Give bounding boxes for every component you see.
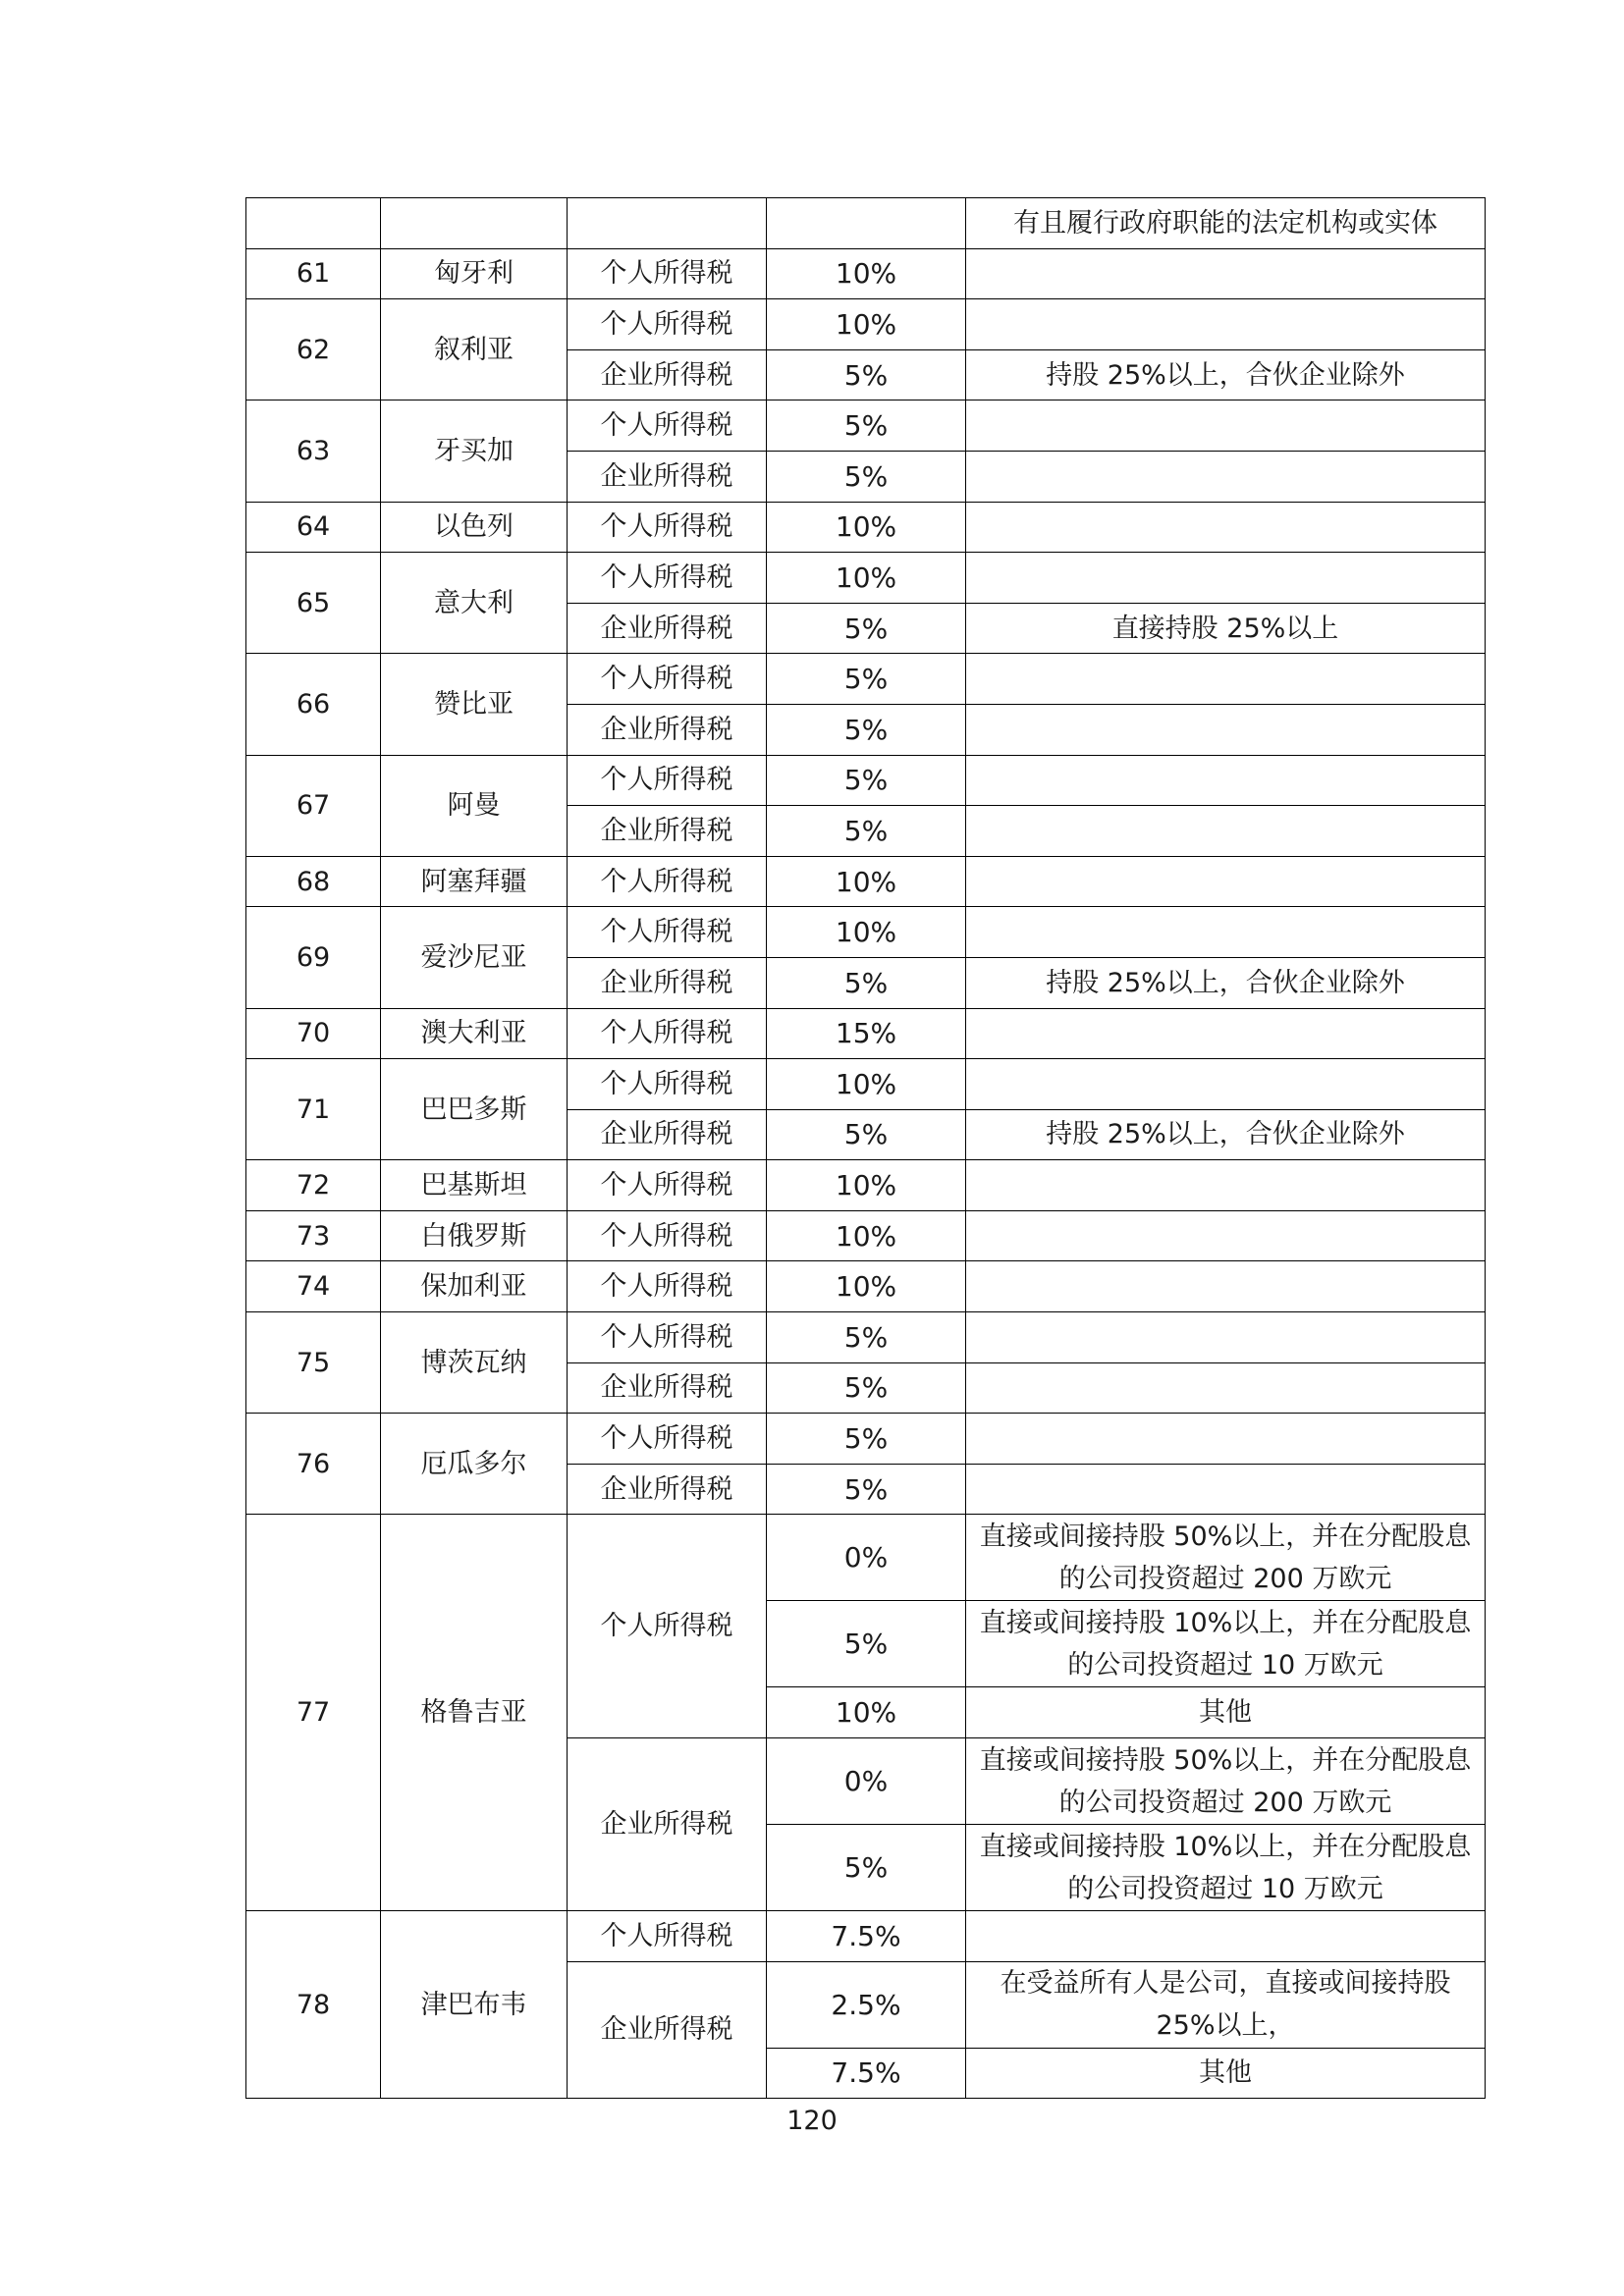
table-cell (966, 1911, 1486, 1962)
table-cell: 个人所得税 (568, 856, 767, 907)
table-cell: 5% (767, 1109, 966, 1160)
table-cell: 68 (246, 856, 381, 907)
table-cell: 5% (767, 704, 966, 755)
table-cell: 直接持股 25%以上 (966, 603, 1486, 654)
table-cell: 个人所得税 (568, 1008, 767, 1059)
table-cell: 阿塞拜疆 (381, 856, 568, 907)
table-cell: 5% (767, 654, 966, 705)
table-cell: 7.5% (767, 1911, 966, 1962)
table-cell: 持股 25%以上，合伙企业除外 (966, 957, 1486, 1008)
table-cell: 63 (246, 400, 381, 502)
table-cell: 牙买加 (381, 400, 568, 502)
page-number: 120 (786, 2106, 838, 2136)
table-row (246, 1911, 1486, 1962)
table-cell: 5% (767, 755, 966, 806)
table-cell (966, 1362, 1486, 1414)
table-cell: 个人所得税 (568, 907, 767, 958)
table-cell: 75 (246, 1312, 381, 1414)
table-cell: 66 (246, 654, 381, 755)
table-cell (966, 451, 1486, 502)
table-cell: 10% (767, 1059, 966, 1110)
table-cell (966, 502, 1486, 553)
table-cell: 以色列 (381, 502, 568, 553)
table-cell: 5% (767, 806, 966, 857)
table-cell: 10% (767, 907, 966, 958)
table-row (246, 553, 1486, 604)
table-row (246, 248, 1486, 299)
table-cell: 阿曼 (381, 755, 568, 856)
table-cell (966, 755, 1486, 806)
table-cell: 0% (767, 1515, 966, 1601)
table-cell (381, 198, 568, 249)
table-cell: 77 (246, 1515, 381, 1911)
table-cell: 个人所得税 (568, 1515, 767, 1738)
table-cell: 赞比亚 (381, 654, 568, 755)
table-cell: 个人所得税 (568, 1312, 767, 1363)
table-cell: 71 (246, 1059, 381, 1160)
table-cell: 10% (767, 1687, 966, 1738)
table-cell: 个人所得税 (568, 1160, 767, 1211)
table-cell: 10% (767, 1210, 966, 1261)
table-cell (966, 704, 1486, 755)
table-cell (966, 907, 1486, 958)
table-cell: 5% (767, 1414, 966, 1465)
table-cell: 10% (767, 248, 966, 299)
table-cell: 5% (767, 1825, 966, 1911)
table-cell: 厄瓜多尔 (381, 1414, 568, 1515)
table-cell: 62 (246, 299, 381, 400)
table-cell: 企业所得税 (568, 1738, 767, 1911)
table-cell: 在受益所有人是公司，直接或间接持股25%以上， (966, 1961, 1486, 2048)
table-cell (966, 856, 1486, 907)
table-cell: 5% (767, 1362, 966, 1414)
table-row (246, 198, 1486, 249)
table-cell: 澳大利亚 (381, 1008, 568, 1059)
tax-rate-table-container (245, 197, 1485, 2099)
table-cell: 直接或间接持股 10%以上，并在分配股息的公司投资超过 10 万欧元 (966, 1601, 1486, 1687)
table-cell: 0% (767, 1738, 966, 1825)
table-cell: 5% (767, 349, 966, 400)
table-row (246, 299, 1486, 350)
table-row (246, 400, 1486, 452)
table-cell: 个人所得税 (568, 553, 767, 604)
table-cell: 2.5% (767, 1961, 966, 2048)
table-cell: 5% (767, 451, 966, 502)
table-cell: 白俄罗斯 (381, 1210, 568, 1261)
table-cell: 爱沙尼亚 (381, 907, 568, 1008)
table-row (246, 1210, 1486, 1261)
table-row (246, 1261, 1486, 1312)
table-row (246, 755, 1486, 806)
table-cell: 企业所得税 (568, 1464, 767, 1515)
table-cell: 10% (767, 299, 966, 350)
table-cell: 5% (767, 1464, 966, 1515)
table-cell: 61 (246, 248, 381, 299)
table-row (246, 1414, 1486, 1465)
table-cell: 企业所得税 (568, 1961, 767, 2099)
table-cell: 5% (767, 1312, 966, 1363)
table-row (246, 1160, 1486, 1211)
table-cell: 企业所得税 (568, 806, 767, 857)
table-cell: 直接或间接持股 10%以上，并在分配股息的公司投资超过 10 万欧元 (966, 1825, 1486, 1911)
table-cell (966, 1160, 1486, 1211)
table-cell: 企业所得税 (568, 1362, 767, 1414)
table-cell: 企业所得税 (568, 451, 767, 502)
table-cell: 5% (767, 603, 966, 654)
table-cell: 企业所得税 (568, 349, 767, 400)
table-cell: 78 (246, 1911, 381, 2099)
table-cell (966, 1008, 1486, 1059)
table-cell: 个人所得税 (568, 502, 767, 553)
table-cell (966, 400, 1486, 452)
table-cell: 69 (246, 907, 381, 1008)
tax-rate-table (245, 197, 1486, 2099)
table-cell: 博茨瓦纳 (381, 1312, 568, 1414)
table-cell: 企业所得税 (568, 957, 767, 1008)
table-row (246, 502, 1486, 553)
table-cell: 企业所得税 (568, 1109, 767, 1160)
table-cell (966, 553, 1486, 604)
table-cell (966, 1414, 1486, 1465)
table-cell: 巴基斯坦 (381, 1160, 568, 1211)
table-cell (966, 654, 1486, 705)
table-cell: 70 (246, 1008, 381, 1059)
table-cell (966, 1059, 1486, 1110)
table-cell: 格鲁吉亚 (381, 1515, 568, 1911)
table-row (246, 1515, 1486, 1601)
table-cell: 64 (246, 502, 381, 553)
table-cell: 10% (767, 1160, 966, 1211)
table-cell: 匈牙利 (381, 248, 568, 299)
table-cell: 10% (767, 1261, 966, 1312)
table-row (246, 654, 1486, 705)
table-cell (246, 198, 381, 249)
table-cell: 67 (246, 755, 381, 856)
table-cell: 10% (767, 553, 966, 604)
table-cell (966, 299, 1486, 350)
table-cell: 个人所得税 (568, 400, 767, 452)
table-cell: 15% (767, 1008, 966, 1059)
table-cell: 个人所得税 (568, 1911, 767, 1962)
table-row (246, 907, 1486, 958)
table-cell: 个人所得税 (568, 1261, 767, 1312)
table-cell: 津巴布韦 (381, 1911, 568, 2099)
table-cell: 有且履行政府职能的法定机构或实体 (966, 198, 1486, 249)
table-cell (966, 248, 1486, 299)
table-cell: 5% (767, 957, 966, 1008)
table-cell: 73 (246, 1210, 381, 1261)
table-cell: 10% (767, 856, 966, 907)
table-cell: 保加利亚 (381, 1261, 568, 1312)
table-cell: 巴巴多斯 (381, 1059, 568, 1160)
table-cell: 个人所得税 (568, 248, 767, 299)
table-cell: 直接或间接持股 50%以上，并在分配股息的公司投资超过 200 万欧元 (966, 1515, 1486, 1601)
table-row (246, 1059, 1486, 1110)
table-cell: 企业所得税 (568, 603, 767, 654)
table-row (246, 1008, 1486, 1059)
table-cell: 个人所得税 (568, 1414, 767, 1465)
table-cell (966, 1464, 1486, 1515)
table-cell: 65 (246, 553, 381, 654)
table-cell: 7.5% (767, 2048, 966, 2099)
table-cell: 个人所得税 (568, 755, 767, 806)
table-row (246, 856, 1486, 907)
table-cell (966, 1210, 1486, 1261)
table-cell (767, 198, 966, 249)
table-cell: 5% (767, 1601, 966, 1687)
table-cell: 个人所得税 (568, 654, 767, 705)
table-cell: 10% (767, 502, 966, 553)
table-cell: 持股 25%以上，合伙企业除外 (966, 1109, 1486, 1160)
table-cell (966, 1312, 1486, 1363)
table-cell: 5% (767, 400, 966, 452)
table-cell (966, 806, 1486, 857)
table-cell: 叙利亚 (381, 299, 568, 400)
table-cell (568, 198, 767, 249)
table-cell: 72 (246, 1160, 381, 1211)
table-cell: 76 (246, 1414, 381, 1515)
table-cell: 意大利 (381, 553, 568, 654)
table-row (246, 1312, 1486, 1363)
table-cell: 其他 (966, 1687, 1486, 1738)
table-cell: 企业所得税 (568, 704, 767, 755)
table-cell: 74 (246, 1261, 381, 1312)
table-cell (966, 1261, 1486, 1312)
table-cell: 个人所得税 (568, 1059, 767, 1110)
table-cell: 个人所得税 (568, 299, 767, 350)
table-cell: 持股 25%以上，合伙企业除外 (966, 349, 1486, 400)
table-cell: 直接或间接持股 50%以上，并在分配股息的公司投资超过 200 万欧元 (966, 1738, 1486, 1825)
table-cell: 个人所得税 (568, 1210, 767, 1261)
table-cell: 其他 (966, 2048, 1486, 2099)
